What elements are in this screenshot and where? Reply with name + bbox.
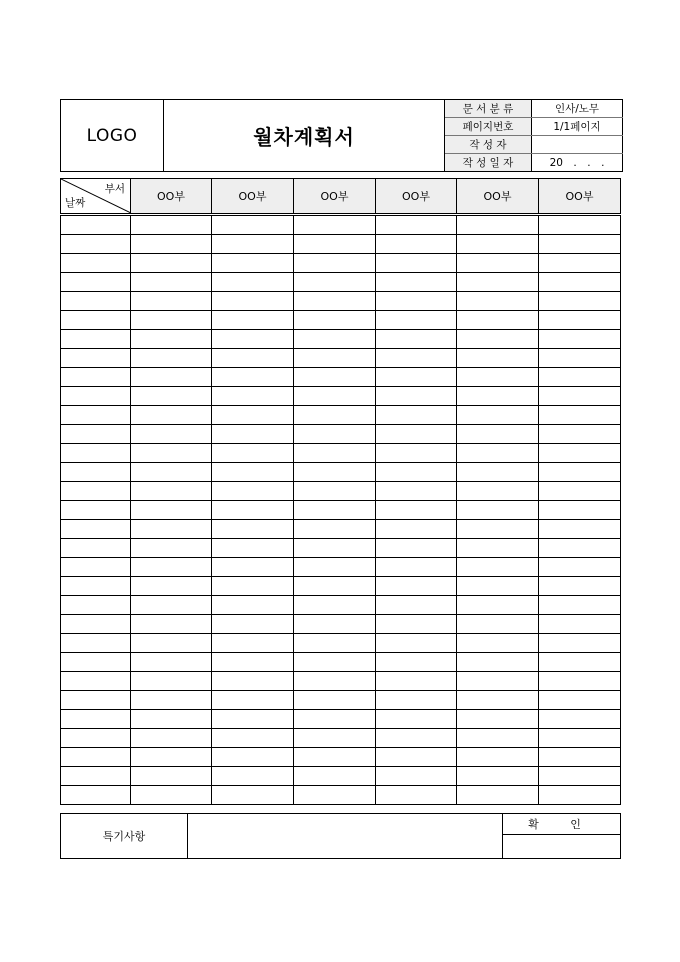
plan-cell[interactable] [294, 215, 376, 235]
department-header: OO부 [539, 179, 621, 215]
plan-cell[interactable] [131, 406, 212, 425]
plan-cell[interactable] [294, 311, 376, 330]
footer-table [60, 813, 621, 859]
plan-cell[interactable] [539, 425, 621, 444]
plan-cell[interactable] [457, 482, 539, 501]
plan-cell[interactable] [294, 748, 376, 767]
plan-cell[interactable] [376, 634, 457, 653]
plan-cell[interactable] [376, 482, 457, 501]
plan-cell[interactable] [131, 292, 212, 311]
remarks-field[interactable] [188, 814, 503, 859]
date-cell[interactable] [61, 235, 131, 254]
plan-cell[interactable] [376, 558, 457, 577]
plan-cell[interactable] [212, 292, 294, 311]
plan-cell[interactable] [212, 767, 294, 786]
table-row [61, 558, 621, 577]
plan-cell[interactable] [457, 786, 539, 805]
plan-cell[interactable] [539, 273, 621, 292]
plan-cell[interactable] [376, 615, 457, 634]
date-cell[interactable] [61, 558, 131, 577]
plan-cell[interactable] [457, 425, 539, 444]
plan-cell[interactable] [376, 767, 457, 786]
plan-cell[interactable] [212, 634, 294, 653]
plan-cell[interactable] [376, 444, 457, 463]
plan-cell[interactable] [539, 387, 621, 406]
header-table [60, 99, 623, 172]
plan-cell[interactable] [376, 539, 457, 558]
plan-cell[interactable] [457, 596, 539, 615]
plan-cell[interactable] [212, 520, 294, 539]
plan-cell[interactable] [212, 710, 294, 729]
date-cell[interactable] [61, 691, 131, 710]
date-cell[interactable] [61, 330, 131, 349]
plan-cell[interactable] [294, 292, 376, 311]
table-row [61, 387, 621, 406]
plan-cell[interactable] [539, 349, 621, 368]
plan-cell[interactable] [457, 767, 539, 786]
plan-cell[interactable] [376, 710, 457, 729]
corner-cell [61, 179, 131, 215]
plan-cell[interactable] [131, 767, 212, 786]
plan-cell[interactable] [376, 330, 457, 349]
plan-cell[interactable] [212, 615, 294, 634]
plan-cell[interactable] [212, 463, 294, 482]
plan-cell[interactable] [294, 444, 376, 463]
plan-cell[interactable] [212, 273, 294, 292]
plan-cell[interactable] [539, 463, 621, 482]
plan-cell[interactable] [376, 273, 457, 292]
plan-cell[interactable] [212, 349, 294, 368]
table-row [61, 615, 621, 634]
plan-cell[interactable] [376, 691, 457, 710]
plan-cell[interactable] [131, 691, 212, 710]
plan-cell[interactable] [457, 558, 539, 577]
plan-cell[interactable] [457, 368, 539, 387]
plan-cell[interactable] [457, 615, 539, 634]
plan-cell[interactable] [376, 596, 457, 615]
plan-cell[interactable] [294, 710, 376, 729]
plan-cell[interactable] [212, 691, 294, 710]
plan-cell[interactable] [539, 558, 621, 577]
plan-cell[interactable] [131, 672, 212, 691]
plan-cell[interactable] [539, 615, 621, 634]
plan-cell[interactable] [131, 425, 212, 444]
plan-cell[interactable] [294, 463, 376, 482]
plan-cell[interactable] [212, 330, 294, 349]
date-cell[interactable] [61, 292, 131, 311]
table-row [61, 653, 621, 672]
table-row [61, 748, 621, 767]
plan-cell[interactable] [457, 444, 539, 463]
plan-cell[interactable] [457, 292, 539, 311]
grid-header-row [61, 179, 621, 215]
plan-cell[interactable] [294, 406, 376, 425]
date-cell[interactable] [61, 786, 131, 805]
plan-cell[interactable] [131, 482, 212, 501]
plan-cell[interactable] [294, 330, 376, 349]
plan-cell[interactable] [212, 653, 294, 672]
plan-cell[interactable] [457, 387, 539, 406]
plan-cell[interactable] [212, 444, 294, 463]
table-row [61, 368, 621, 387]
table-row [61, 425, 621, 444]
plan-cell[interactable] [212, 406, 294, 425]
plan-cell[interactable] [131, 558, 212, 577]
table-row [61, 254, 621, 273]
table-row [61, 729, 621, 748]
plan-cell[interactable] [376, 387, 457, 406]
plan-cell[interactable] [376, 406, 457, 425]
plan-cell[interactable] [457, 634, 539, 653]
table-row [61, 672, 621, 691]
plan-cell[interactable] [376, 577, 457, 596]
plan-cell[interactable] [131, 615, 212, 634]
plan-cell[interactable] [539, 691, 621, 710]
table-row [61, 520, 621, 539]
plan-cell[interactable] [376, 292, 457, 311]
plan-cell[interactable] [131, 501, 212, 520]
table-row [61, 501, 621, 520]
plan-cell[interactable] [376, 349, 457, 368]
confirm-label: 확 인 [503, 814, 621, 835]
plan-cell[interactable] [131, 330, 212, 349]
plan-cell[interactable] [539, 292, 621, 311]
date-cell[interactable] [61, 729, 131, 748]
date-cell[interactable] [61, 425, 131, 444]
plan-cell[interactable] [457, 215, 539, 235]
table-row [61, 406, 621, 425]
date-cell[interactable] [61, 444, 131, 463]
plan-cell[interactable] [294, 653, 376, 672]
plan-cell[interactable] [376, 254, 457, 273]
date-cell[interactable] [61, 501, 131, 520]
plan-cell[interactable] [294, 729, 376, 748]
table-row [61, 691, 621, 710]
plan-cell[interactable] [539, 330, 621, 349]
plan-cell[interactable] [539, 215, 621, 235]
plan-cell[interactable] [212, 254, 294, 273]
plan-cell[interactable] [376, 786, 457, 805]
plan-cell[interactable] [212, 501, 294, 520]
plan-cell[interactable] [457, 539, 539, 558]
plan-cell[interactable] [539, 539, 621, 558]
date-cell[interactable] [61, 463, 131, 482]
date-cell[interactable] [61, 482, 131, 501]
plan-cell[interactable] [131, 444, 212, 463]
department-header: OO부 [294, 179, 376, 215]
plan-cell[interactable] [457, 463, 539, 482]
plan-cell[interactable] [376, 368, 457, 387]
field-value-page[interactable]: 1/1페이지 [532, 118, 623, 136]
plan-cell[interactable] [294, 273, 376, 292]
plan-cell[interactable] [131, 710, 212, 729]
plan-cell[interactable] [539, 254, 621, 273]
plan-cell[interactable] [294, 539, 376, 558]
plan-cell[interactable] [294, 558, 376, 577]
schedule-grid [60, 178, 621, 805]
plan-cell[interactable] [212, 577, 294, 596]
plan-cell[interactable] [212, 786, 294, 805]
plan-cell[interactable] [376, 520, 457, 539]
table-row [61, 539, 621, 558]
plan-cell[interactable] [131, 596, 212, 615]
plan-cell[interactable] [376, 215, 457, 235]
plan-cell[interactable] [539, 672, 621, 691]
plan-cell[interactable] [539, 501, 621, 520]
plan-cell[interactable] [131, 463, 212, 482]
plan-cell[interactable] [457, 748, 539, 767]
plan-cell[interactable] [539, 653, 621, 672]
plan-cell[interactable] [294, 520, 376, 539]
plan-cell[interactable] [131, 729, 212, 748]
plan-cell[interactable] [212, 387, 294, 406]
plan-cell[interactable] [539, 577, 621, 596]
plan-cell[interactable] [376, 501, 457, 520]
plan-cell[interactable] [212, 235, 294, 254]
plan-cell[interactable] [294, 425, 376, 444]
table-row [61, 235, 621, 254]
plan-cell[interactable] [539, 729, 621, 748]
plan-cell[interactable] [212, 672, 294, 691]
date-cell[interactable] [61, 748, 131, 767]
plan-cell[interactable] [131, 786, 212, 805]
plan-cell[interactable] [376, 235, 457, 254]
table-row [61, 767, 621, 786]
plan-cell[interactable] [539, 235, 621, 254]
plan-cell[interactable] [294, 615, 376, 634]
department-header: OO부 [457, 179, 539, 215]
plan-cell[interactable] [294, 254, 376, 273]
table-row [61, 634, 621, 653]
plan-cell[interactable] [294, 634, 376, 653]
table-row [61, 482, 621, 501]
field-label-category: 문 서 분 류 [445, 100, 532, 118]
plan-cell[interactable] [294, 596, 376, 615]
confirm-signature-field[interactable] [503, 835, 621, 859]
field-label-date: 작 성 일 자 [445, 154, 532, 172]
plan-cell[interactable] [212, 539, 294, 558]
plan-cell[interactable] [539, 406, 621, 425]
plan-cell[interactable] [131, 520, 212, 539]
date-cell[interactable] [61, 520, 131, 539]
table-row [61, 463, 621, 482]
table-row [61, 292, 621, 311]
plan-cell[interactable] [294, 235, 376, 254]
plan-cell[interactable] [539, 786, 621, 805]
plan-cell[interactable] [131, 653, 212, 672]
date-cell[interactable] [61, 539, 131, 558]
plan-cell[interactable] [457, 691, 539, 710]
plan-cell[interactable] [376, 653, 457, 672]
plan-cell[interactable] [457, 254, 539, 273]
plan-cell[interactable] [212, 558, 294, 577]
document-title: 월차계획서 [164, 100, 445, 172]
field-label-page: 페이지번호 [445, 118, 532, 136]
corner-date-label: 날짜 [65, 197, 86, 209]
plan-cell[interactable] [294, 387, 376, 406]
date-cell[interactable] [61, 767, 131, 786]
plan-cell[interactable] [294, 349, 376, 368]
table-row [61, 330, 621, 349]
plan-cell[interactable] [131, 254, 212, 273]
plan-cell[interactable] [457, 577, 539, 596]
plan-cell[interactable] [212, 596, 294, 615]
plan-cell[interactable] [457, 311, 539, 330]
table-row [61, 349, 621, 368]
corner-department-label: 부서 [104, 183, 125, 195]
plan-cell[interactable] [294, 767, 376, 786]
plan-cell[interactable] [131, 748, 212, 767]
plan-cell[interactable] [376, 672, 457, 691]
table-row [61, 710, 621, 729]
date-cell[interactable] [61, 710, 131, 729]
date-cell[interactable] [61, 634, 131, 653]
plan-cell[interactable] [539, 634, 621, 653]
plan-cell[interactable] [212, 425, 294, 444]
plan-cell[interactable] [539, 368, 621, 387]
plan-cell[interactable] [294, 786, 376, 805]
plan-cell[interactable] [539, 311, 621, 330]
plan-cell[interactable] [294, 501, 376, 520]
date-cell[interactable] [61, 406, 131, 425]
field-value-date[interactable]: 20 . . . [532, 154, 623, 172]
plan-cell[interactable] [212, 482, 294, 501]
logo: LOGO [61, 100, 164, 172]
plan-cell[interactable] [131, 368, 212, 387]
plan-cell[interactable] [376, 425, 457, 444]
department-header: OO부 [131, 179, 212, 215]
plan-cell[interactable] [457, 406, 539, 425]
plan-cell[interactable] [131, 273, 212, 292]
plan-cell[interactable] [294, 368, 376, 387]
plan-cell[interactable] [376, 748, 457, 767]
plan-cell[interactable] [212, 368, 294, 387]
plan-cell[interactable] [457, 729, 539, 748]
table-row [61, 577, 621, 596]
plan-cell[interactable] [131, 215, 212, 235]
plan-cell[interactable] [376, 729, 457, 748]
plan-cell[interactable] [294, 577, 376, 596]
department-header: OO부 [212, 179, 294, 215]
table-row [61, 596, 621, 615]
plan-cell[interactable] [457, 235, 539, 254]
plan-cell[interactable] [212, 729, 294, 748]
plan-cell[interactable] [539, 444, 621, 463]
plan-cell[interactable] [131, 539, 212, 558]
plan-cell[interactable] [212, 215, 294, 235]
date-cell[interactable] [61, 311, 131, 330]
plan-cell[interactable] [539, 520, 621, 539]
plan-cell[interactable] [131, 634, 212, 653]
plan-cell[interactable] [539, 710, 621, 729]
table-row [61, 215, 621, 235]
date-cell[interactable] [61, 387, 131, 406]
field-label-author: 작 성 자 [445, 136, 532, 154]
plan-cell[interactable] [457, 653, 539, 672]
plan-cell[interactable] [131, 349, 212, 368]
plan-cell[interactable] [457, 349, 539, 368]
plan-cell[interactable] [376, 311, 457, 330]
plan-cell[interactable] [457, 273, 539, 292]
plan-cell[interactable] [539, 748, 621, 767]
plan-cell[interactable] [457, 330, 539, 349]
plan-cell[interactable] [212, 748, 294, 767]
date-cell[interactable] [61, 349, 131, 368]
plan-cell[interactable] [131, 387, 212, 406]
field-value-author[interactable] [532, 136, 623, 154]
plan-cell[interactable] [457, 710, 539, 729]
table-row [61, 311, 621, 330]
plan-cell[interactable] [131, 577, 212, 596]
plan-cell[interactable] [212, 311, 294, 330]
plan-cell[interactable] [539, 767, 621, 786]
remarks-label: 특기사항 [61, 814, 188, 859]
plan-cell[interactable] [294, 482, 376, 501]
date-cell[interactable] [61, 368, 131, 387]
date-cell[interactable] [61, 672, 131, 691]
date-cell[interactable] [61, 615, 131, 634]
date-cell[interactable] [61, 577, 131, 596]
table-row [61, 444, 621, 463]
plan-cell[interactable] [294, 691, 376, 710]
date-cell[interactable] [61, 596, 131, 615]
table-row [61, 273, 621, 292]
plan-cell[interactable] [294, 672, 376, 691]
plan-cell[interactable] [539, 596, 621, 615]
plan-cell[interactable] [457, 520, 539, 539]
plan-cell[interactable] [131, 311, 212, 330]
date-cell[interactable] [61, 215, 131, 235]
plan-cell[interactable] [457, 672, 539, 691]
date-cell[interactable] [61, 653, 131, 672]
department-header: OO부 [376, 179, 457, 215]
table-row [61, 786, 621, 805]
plan-cell[interactable] [376, 463, 457, 482]
date-cell[interactable] [61, 273, 131, 292]
plan-cell[interactable] [539, 482, 621, 501]
field-value-category[interactable]: 인사/노무 [532, 100, 623, 118]
plan-cell[interactable] [457, 501, 539, 520]
plan-cell[interactable] [131, 235, 212, 254]
date-cell[interactable] [61, 254, 131, 273]
